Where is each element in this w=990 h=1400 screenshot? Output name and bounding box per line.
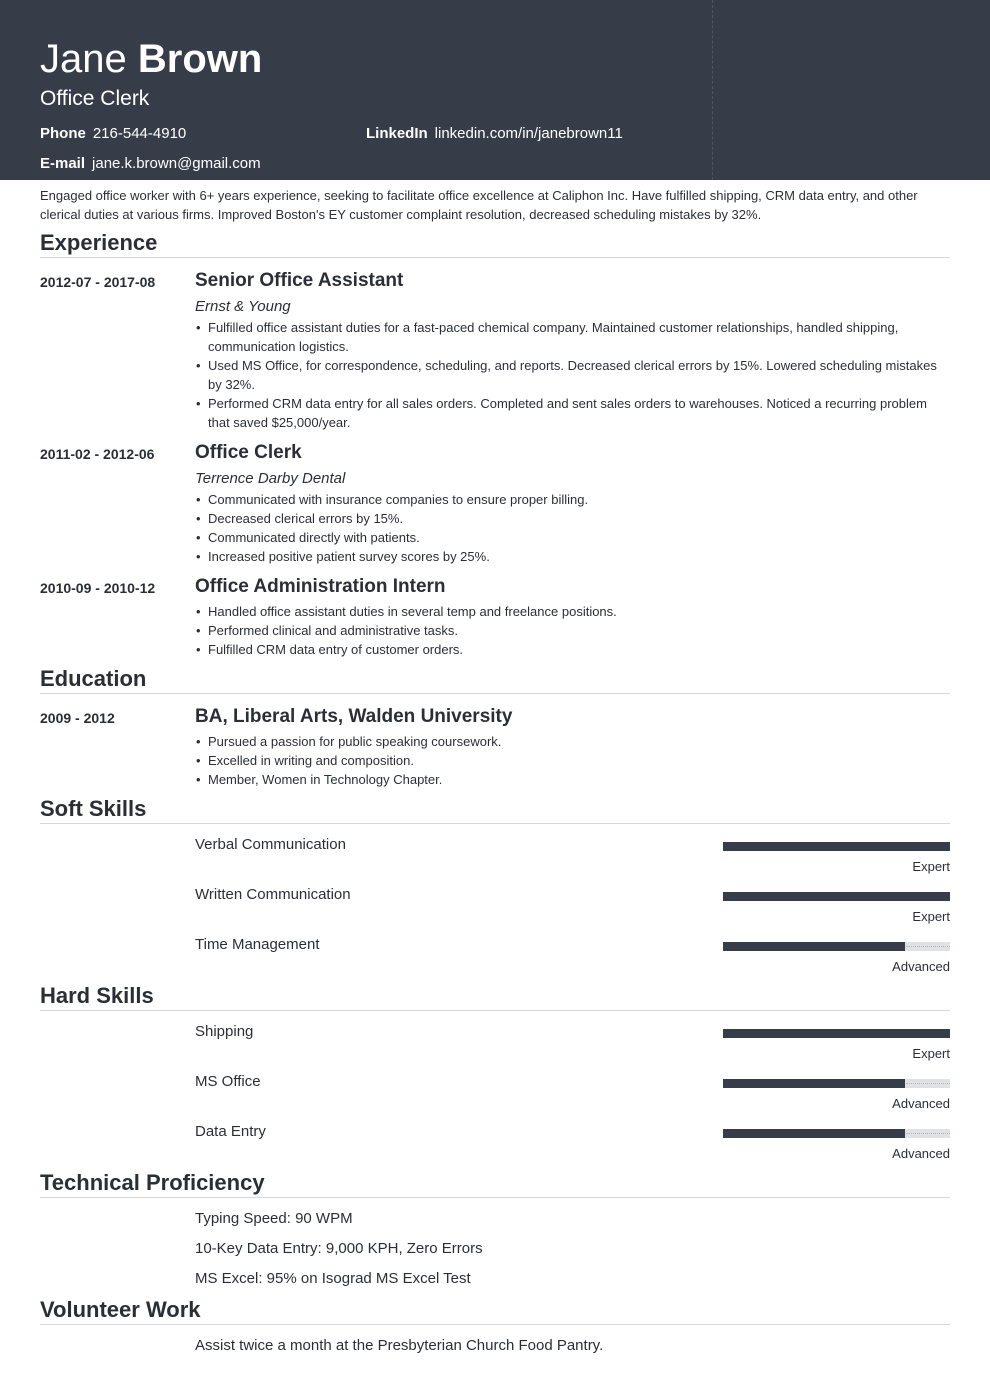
list-item: • Performed CRM data entry for all sales orders. Completed and sent sales orders to warehouses. Noticed a recurring problem that saved $25,000/year. — [195, 394, 945, 432]
section-rule — [40, 1197, 950, 1198]
phone-label: Phone — [40, 125, 86, 142]
section-title-technical-proficiency: Technical Proficiency — [40, 1170, 265, 1195]
list-item: • Decreased clerical errors by 15%. — [195, 509, 945, 528]
skill-level-label: Advanced — [892, 959, 950, 974]
list-item: • Fulfilled office assistant duties for a fast-paced chemical company. Maintained customer relationships, handled shipping, communication logistics. — [195, 318, 945, 356]
skill-level-bar — [723, 942, 950, 951]
experience-role: Office Clerk — [195, 442, 302, 463]
list-item: • Excelled in writing and composition. — [195, 751, 945, 770]
education-dates: 2009 - 2012 — [40, 710, 115, 726]
list-item: • Communicated with insurance companies to ensure proper billing. — [195, 490, 945, 509]
resume-header — [0, 0, 990, 180]
header-divider — [712, 0, 713, 180]
skill-level-bar — [723, 842, 950, 851]
section-title-experience: Experience — [40, 230, 158, 255]
section-rule — [40, 257, 950, 258]
phone-value: 216-544-4910 — [92, 125, 187, 142]
experience-dates: 2010-09 - 2010-12 — [40, 580, 156, 596]
skill-level-label: Expert — [912, 859, 950, 874]
list-item: 10-Key Data Entry: 9,000 KPH, Zero Errors — [195, 1240, 483, 1257]
contact-linkedin — [366, 125, 623, 143]
list-item: • Communicated directly with patients. — [195, 528, 945, 547]
skill-level-bar — [723, 892, 950, 901]
section-rule — [40, 1010, 950, 1011]
skill-name: Data Entry — [195, 1123, 266, 1140]
section-rule — [40, 823, 950, 824]
skill-level-label: Expert — [912, 1046, 950, 1061]
section-title-soft-skills: Soft Skills — [40, 796, 147, 821]
skill-level-label: Advanced — [892, 1146, 950, 1161]
list-item: Assist twice a month at the Presbyterian Church Food Pantry. — [195, 1337, 604, 1354]
skill-name: Written Communication — [195, 886, 351, 903]
experience-company: Ernst & Young — [195, 298, 291, 315]
list-item: • Member, Women in Technology Chapter. — [195, 770, 945, 789]
experience-dates: 2011-02 - 2012-06 — [40, 446, 155, 462]
experience-role: Office Administration Intern — [195, 576, 446, 597]
education-bullets — [195, 732, 945, 789]
list-item: • Performed clinical and administrative tasks. — [195, 621, 945, 640]
skill-level-label: Advanced — [892, 1096, 950, 1111]
last-name: Brown — [137, 37, 263, 81]
education-degree: BA, Liberal Arts, Walden University — [195, 706, 513, 727]
skill-level-label: Expert — [912, 909, 950, 924]
list-item: • Fulfilled CRM data entry of customer orders. — [195, 640, 945, 659]
email-link[interactable]: jane.k.brown@gmail.com — [92, 155, 261, 172]
list-item: • Pursued a passion for public speaking coursework. — [195, 732, 945, 751]
experience-bullets — [195, 602, 945, 659]
candidate-name — [40, 36, 262, 82]
linkedin-link[interactable]: linkedin.com/in/janebrown11 — [434, 125, 623, 142]
experience-company: Terrence Darby Dental — [195, 470, 346, 487]
list-item: Typing Speed: 90 WPM — [195, 1210, 353, 1227]
linkedin-label: LinkedIn — [366, 125, 428, 142]
contact-email — [40, 155, 261, 173]
skill-level-bar — [723, 1129, 950, 1138]
job-title: Office Clerk — [40, 87, 150, 110]
skill-name: MS Office — [195, 1073, 261, 1090]
list-item: • Used MS Office, for correspondence, scheduling, and reports. Decreased clerical errors by 15%. Lowered scheduling mistakes by 32%. — [195, 356, 945, 394]
email-label: E-mail — [40, 155, 86, 172]
skill-level-bar — [723, 1079, 950, 1088]
experience-dates: 2012-07 - 2017-08 — [40, 274, 156, 290]
section-rule — [40, 693, 950, 694]
list-item: • Increased positive patient survey scores by 25%. — [195, 547, 945, 566]
first-name: Jane — [40, 37, 127, 81]
list-item: MS Excel: 95% on Isograd MS Excel Test — [195, 1270, 471, 1287]
experience-bullets — [195, 490, 945, 566]
experience-bullets — [195, 318, 945, 432]
skill-level-bar — [723, 1029, 950, 1038]
section-title-education: Education — [40, 666, 147, 691]
experience-role: Senior Office Assistant — [195, 270, 404, 291]
section-rule — [40, 1324, 950, 1325]
contact-phone — [40, 125, 186, 143]
skill-name: Verbal Communication — [195, 836, 346, 853]
summary-text: Engaged office worker with 6+ years experience, seeking to facilitate office excellence at Caliphon Inc. Have fulfilled shipping, CRM data entry, and other clerical duties at various firms. Improved Boston's EY customer complaint resolution, decreased scheduling mistakes by 32%. — [40, 188, 918, 222]
section-title-hard-skills: Hard Skills — [40, 983, 154, 1008]
list-item: • Handled office assistant duties in several temp and freelance positions. — [195, 602, 945, 621]
skill-name: Shipping — [195, 1023, 254, 1040]
skill-name: Time Management — [195, 936, 320, 953]
section-title-volunteer-work: Volunteer Work — [40, 1297, 201, 1322]
